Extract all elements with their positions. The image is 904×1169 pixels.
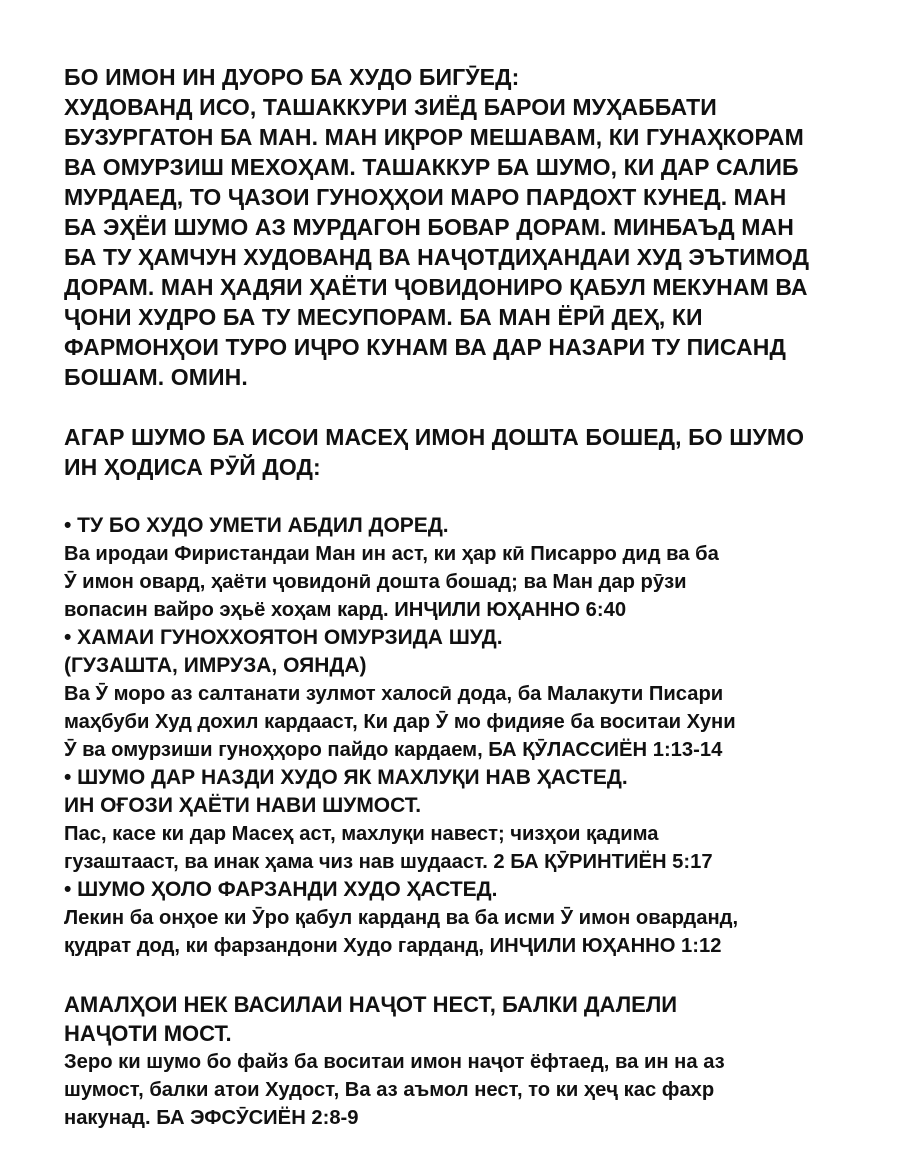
item-body-line: Ва Ӯ моро аз салтанати зулмот халосӣ дода, ба Малакути Писари: [64, 683, 724, 705]
item-body-line: Ӯ имон овард, ҳаёти ҷовидонӣ дошта бошад; ва Ман дар рӯзи: [64, 571, 687, 593]
item-body-line: Ӯ ва омурзиши гуноҳҳоро пайдо кардаем, БА ҚӮЛАССИЁН 1:13-14: [64, 739, 723, 761]
item-body-line: маҳбуби Худ дохил кардааст, Ки дар Ӯ мо фидияе ба воситаи Хуни: [64, 711, 736, 733]
belief-line: ИН ҲОДИСА РӮЙ ДОД:: [64, 454, 321, 480]
works-section: [64, 990, 874, 1132]
item-title: • ТУ БО ХУДО УМЕТИ АБДИЛ ДОРЕД.: [64, 514, 449, 537]
assurances-list: [64, 512, 874, 960]
prayer-line: БА ТУ ҲАМЧУН ХУДОВАНД ВА НАҶОТДИҲАНДАИ ХУД ЭЪТИМОД: [64, 244, 810, 270]
prayer-line: ХУДОВАНД ИСО, ТАШАККУРИ ЗИЁД БАРОИ МУҲАББАТИ: [64, 94, 717, 120]
prayer-line: ВА ОМУРЗИШ МЕХОҲАМ. ТАШАККУР БА ШУМО, КИ ДАР САЛИБ: [64, 154, 799, 180]
item-title: • ШУМО ДАР НАЗДИ ХУДО ЯК МАХЛУҚИ НАВ ҲАСТЕД.: [64, 766, 628, 789]
belief-section: [64, 422, 874, 482]
prayer-line: БОШАМ. ОМИН.: [64, 364, 248, 390]
item-body-line: вопасин вайро эҳьё хоҳам кард. ИНҶИЛИ ЮҲАННО 6:40: [64, 599, 627, 621]
prayer-line: БУЗУРГАТОН БА МАН. МАН ИҚРОР МЕШАВАМ, КИ ГУНАҲКОРАМ: [64, 124, 804, 150]
item-body-line: гузаштааст, ва инак ҳама чиз нав шудааст. 2 БА ҚӮРИНТИЁН 5:17: [64, 851, 713, 873]
prayer-line: ФАРМОНҲОИ ТУРО ИҶРО КУНАМ ВА ДАР НАЗАРИ ТУ ПИСАНД: [64, 334, 786, 360]
prayer-line: ҶОНИ ХУДРО БА ТУ МЕСУПОРАМ. БА МАН ЁРӢ ДЕҲ, КИ: [64, 304, 703, 330]
prayer-heading: БО ИМОН ИН ДУОРО БА ХУДО БИГӮЕД:: [64, 64, 520, 90]
item-body-line: шумост, балки атои Худост, Ва аз аъмол нест, то ки ҳеҷ кас фахр: [64, 1079, 715, 1101]
item-title: • ХАМАИ ГУНОХХОЯТОН ОМУРЗИДА ШУД.: [64, 626, 503, 649]
spacer: [64, 392, 874, 422]
item-body-line: накунад. БА ЭФСӮСИЁН 2:8-9: [64, 1107, 359, 1129]
item-body-line: Ва иродаи Фиристандаи Ман ин аст, ки ҳар кӣ Писарро дид ва ба: [64, 543, 719, 565]
item-body-line: Лекин ба онҳое ки Ӯро қабул карданд ва ба исми Ӯ имон оварданд,: [64, 907, 739, 929]
spacer: [64, 960, 874, 990]
item-subtitle: (ГУЗАШТА, ИМРУЗА, ОЯНДА): [64, 654, 367, 677]
item-body-line: қудрат дод, ки фарзандони Худо гарданд, ИНҶИЛИ ЮҲАННО 1:12: [64, 935, 722, 957]
prayer-line: ДОРАМ. МАН ҲАДЯИ ҲАЁТИ ҶОВИДОНИРО ҚАБУЛ МЕКУНАМ ВА: [64, 274, 808, 300]
item-body-line: Пас, касе ки дар Масеҳ аст, махлуқи навест; чизҳои қадима: [64, 823, 659, 845]
prayer-line: БА ЭҲЁИ ШУМО АЗ МУРДАГОН БОВАР ДОРАМ. МИНБАЪД МАН: [64, 214, 794, 240]
prayer-section: [64, 62, 874, 392]
item-body-line: Зеро ки шумо бо файз ба воситаи имон наҷот ёфтаед, ва ин на аз: [64, 1051, 725, 1073]
works-heading: АМАЛҲОИ НЕК ВАСИЛАИ НАҶОТ НЕСТ, БАЛКИ ДАЛЕЛИ: [64, 992, 678, 1017]
item-title: • ШУМО ҲОЛО ФАРЗАНДИ ХУДО ҲАСТЕД.: [64, 878, 498, 901]
item-subtitle: ИН ОҒОЗИ ҲАЁТИ НАВИ ШУМОСТ.: [64, 794, 422, 817]
works-heading: НАҶОТИ МОСТ.: [64, 1021, 232, 1046]
belief-line: АГАР ШУМО БА ИСОИ МАСЕҲ ИМОН ДОШТА БОШЕД, БО ШУМО: [64, 424, 805, 450]
spacer: [64, 482, 874, 512]
prayer-line: МУРДАЕД, ТО ҶАЗОИ ГУНОҲҲОИ МАРО ПАРДОХТ КУНЕД. МАН: [64, 184, 787, 210]
